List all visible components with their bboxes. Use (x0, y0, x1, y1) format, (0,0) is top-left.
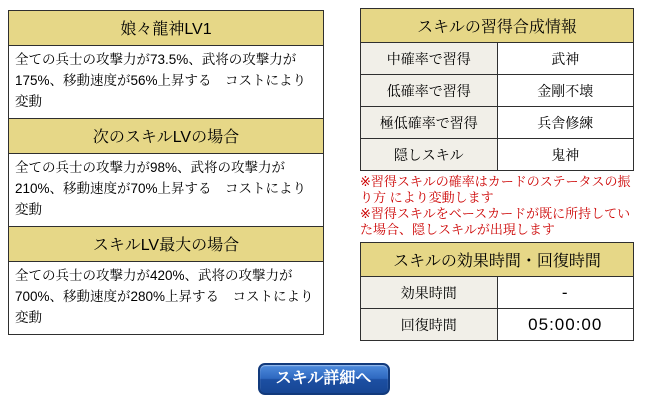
recovery-time-label: 回復時間 (361, 309, 498, 341)
skill-level-table (8, 10, 324, 335)
skill-acquisition-table (360, 8, 634, 171)
skill-current-effect-text: 全ての兵士の攻撃力が73.5%、武将の攻撃力が175%、移動速度が56%上昇する コストにより変動 (9, 46, 324, 119)
note-hidden-skill-condition: ※習得スキルをベースカードが既に所持していた場合、隠しスキルが出現します (360, 206, 631, 237)
skill-timing-table (360, 242, 634, 341)
skill-max-level-header: スキルLV最大の場合 (9, 227, 324, 262)
timing-table-header: スキルの効果時間・回復時間 (361, 243, 634, 277)
effect-time-value: - (497, 277, 634, 309)
acquisition-skill-value: 武神 (497, 43, 634, 75)
acquisition-skill-value: 金剛不壊 (497, 75, 634, 107)
skill-next-effect-text: 全ての兵士の攻撃力が98%、武将の攻撃力が210%、移動速度が70%上昇する コストにより変動 (9, 154, 324, 227)
table-row (361, 309, 634, 341)
acquisition-table-header: スキルの習得合成情報 (361, 9, 634, 43)
skill-max-effect-text: 全ての兵士の攻撃力が420%、武将の攻撃力が700%、移動速度が280%上昇する コストにより変動 (9, 262, 324, 335)
skill-detail-button[interactable]: スキル詳細へ (258, 363, 390, 395)
table-row (361, 43, 634, 75)
acquisition-skill-value: 兵舎修練 (497, 107, 634, 139)
table-row (361, 107, 634, 139)
acquisition-probability-label: 極低確率で習得 (361, 107, 498, 139)
table-row (361, 75, 634, 107)
acquisition-hidden-skill-label: 隠しスキル (361, 139, 498, 171)
effect-time-label: 効果時間 (361, 277, 498, 309)
acquisition-probability-label: 中確率で習得 (361, 43, 498, 75)
acquisition-skill-value: 鬼神 (497, 139, 634, 171)
skill-next-level-header: 次のスキルLVの場合 (9, 119, 324, 154)
note-probability-variation: ※習得スキルの確率はカードのステータスの振り方 により変動します (360, 174, 631, 205)
table-row (361, 277, 634, 309)
acquisition-probability-label: 低確率で習得 (361, 75, 498, 107)
table-row (361, 139, 634, 171)
right-column (360, 8, 634, 341)
recovery-time-value: 05:00:00 (497, 309, 634, 341)
acquisition-notes (360, 174, 634, 238)
skill-title-header: 娘々龍神LV1 (9, 11, 324, 46)
button-row (0, 363, 647, 395)
